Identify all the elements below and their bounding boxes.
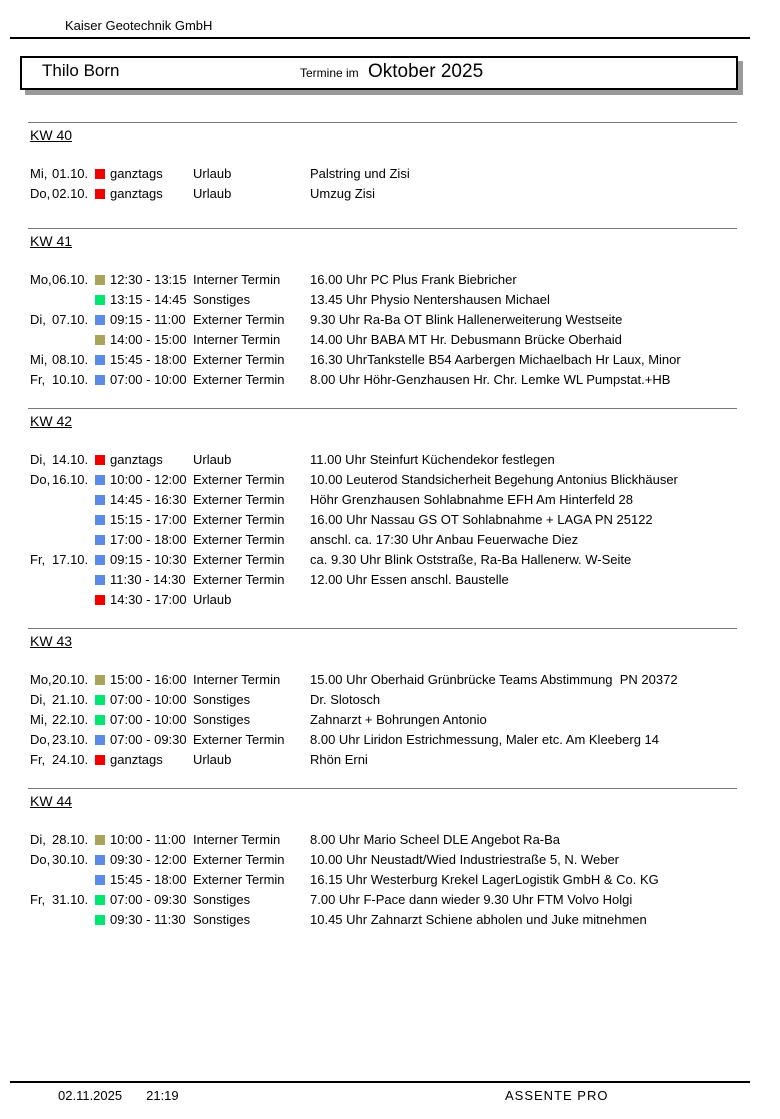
appointment-description: 9.30 Uhr Ra-Ba OT Blink Hallenerweiterung Westseite <box>310 312 623 327</box>
appointment-row <box>0 690 780 710</box>
week-rows <box>0 450 780 610</box>
category-color-swatch <box>95 275 105 285</box>
appointment-category: Sonstiges <box>193 692 251 707</box>
category-color-swatch <box>95 595 105 605</box>
appointment-description: 16.15 Uhr Westerburg Krekel LagerLogistik GmbH & Co. KG <box>310 872 659 887</box>
appointment-date: 22.10. <box>52 712 89 727</box>
appointment-row <box>0 490 780 510</box>
appointment-time: 15:45 - 18:00 <box>110 352 187 367</box>
appointment-category: Urlaub <box>193 166 232 181</box>
appointment-row <box>0 570 780 590</box>
appointment-row <box>0 870 780 890</box>
appointment-description: Umzug Zisi <box>310 186 376 201</box>
week-divider-line <box>28 628 737 629</box>
category-color-swatch <box>95 355 105 365</box>
week-label: KW 42 <box>30 413 73 429</box>
appointment-day: Fr, <box>30 892 46 907</box>
appointment-time: 12:30 - 13:15 <box>110 272 187 287</box>
appointment-row <box>0 370 780 390</box>
category-color-swatch <box>95 895 105 905</box>
appointment-day: Fr, <box>30 372 46 387</box>
week-rows <box>0 670 780 770</box>
appointment-description: 16.00 Uhr PC Plus Frank Biebricher <box>310 272 517 287</box>
appointment-row <box>0 670 780 690</box>
appointment-date: 24.10. <box>52 752 89 767</box>
appointment-day: Do, <box>30 472 51 487</box>
appointment-description: 16.00 Uhr Nassau GS OT Sohlabnahme + LAGA PN 25122 <box>310 512 653 527</box>
appointment-category: Externer Termin <box>193 572 285 587</box>
appointment-description: 10.00 Leuterod Standsicherheit Begehung Antonius Blickhäuser <box>310 472 678 487</box>
appointment-time: 17:00 - 18:00 <box>110 532 187 547</box>
appointment-category: Externer Termin <box>193 312 285 327</box>
appointment-row <box>0 184 780 204</box>
appointment-day: Mi, <box>30 166 48 181</box>
appointment-date: 28.10. <box>52 832 89 847</box>
appointment-category: Interner Termin <box>193 332 281 347</box>
appointment-day: Mi, <box>30 712 48 727</box>
category-color-swatch <box>95 915 105 925</box>
appointment-day: Mo, <box>30 672 52 687</box>
appointment-time: 07:00 - 10:00 <box>110 372 187 387</box>
week-rows <box>0 270 780 390</box>
appointment-day: Mo, <box>30 272 52 287</box>
appointment-description: 13.45 Uhr Physio Nentershausen Michael <box>310 292 550 307</box>
week-label: KW 44 <box>30 793 73 809</box>
appointment-row <box>0 830 780 850</box>
week-divider-line <box>28 122 737 123</box>
category-color-swatch <box>95 295 105 305</box>
appointment-time: 09:30 - 11:30 <box>110 912 186 927</box>
appointment-date: 08.10. <box>52 352 89 367</box>
appointment-time: ganztags <box>110 452 163 467</box>
category-color-swatch <box>95 835 105 845</box>
appointment-day: Fr, <box>30 752 46 767</box>
appointment-category: Sonstiges <box>193 892 251 907</box>
appointment-row <box>0 750 780 770</box>
appointment-description: anschl. ca. 17:30 Uhr Anbau Feuerwache Diez <box>310 532 579 547</box>
appointment-time: 14:45 - 16:30 <box>110 492 187 507</box>
category-color-swatch <box>95 455 105 465</box>
appointment-time: 14:00 - 15:00 <box>110 332 187 347</box>
appointment-description: ca. 9.30 Uhr Blink Oststraße, Ra-Ba Hallenerw. W-Seite <box>310 552 632 567</box>
appointment-time: 14:30 - 17:00 <box>110 592 187 607</box>
appointment-row <box>0 350 780 370</box>
category-color-swatch <box>95 335 105 345</box>
appointment-row <box>0 710 780 730</box>
appointment-row <box>0 510 780 530</box>
appointment-description: 8.00 Uhr Höhr-Genzhausen Hr. Chr. Lemke WL Pumpstat.+HB <box>310 372 671 387</box>
appointment-day: Mi, <box>30 352 48 367</box>
appointment-row <box>0 470 780 490</box>
appointment-category: Externer Termin <box>193 472 285 487</box>
appointment-description: Höhr Grenzhausen Sohlabnahme EFH Am Hinterfeld 28 <box>310 492 634 507</box>
appointment-category: Externer Termin <box>193 512 285 527</box>
appointment-description: Palstring und Zisi <box>310 166 410 181</box>
appointment-category: Urlaub <box>193 592 232 607</box>
appointment-date: 10.10. <box>52 372 89 387</box>
appointment-row <box>0 730 780 750</box>
appointment-category: Sonstiges <box>193 712 251 727</box>
category-color-swatch <box>95 875 105 885</box>
week-label: KW 40 <box>30 127 73 143</box>
appointment-date: 31.10. <box>52 892 89 907</box>
appointment-time: 07:00 - 10:00 <box>110 712 187 727</box>
appointment-category: Interner Termin <box>193 672 281 687</box>
appointment-day: Di, <box>30 452 46 467</box>
appointment-row <box>0 290 780 310</box>
appointment-time: 15:15 - 17:00 <box>110 512 187 527</box>
appointment-row <box>0 910 780 930</box>
appointment-description: 12.00 Uhr Essen anschl. Baustelle <box>310 572 509 587</box>
appointment-category: Sonstiges <box>193 292 251 307</box>
appointment-description: 8.00 Uhr Mario Scheel DLE Angebot Ra-Ba <box>310 832 561 847</box>
appointment-description: 10.00 Uhr Neustadt/Wied Industriestraße 5, N. Weber <box>310 852 620 867</box>
appointment-time: 10:00 - 11:00 <box>110 832 186 847</box>
appointment-date: 16.10. <box>52 472 89 487</box>
appointment-day: Do, <box>30 186 51 201</box>
appointment-category: Interner Termin <box>193 832 281 847</box>
appointment-date: 23.10. <box>52 732 89 747</box>
footer-print-date: 02.11.2025 <box>58 1088 123 1103</box>
appointment-row <box>0 164 780 184</box>
appointment-day: Di, <box>30 312 46 327</box>
appointment-category: Urlaub <box>193 752 232 767</box>
category-color-swatch <box>95 695 105 705</box>
appointment-date: 30.10. <box>52 852 89 867</box>
appointment-row <box>0 330 780 350</box>
appointment-row <box>0 590 780 610</box>
appointment-day: Di, <box>30 692 46 707</box>
category-color-swatch <box>95 735 105 745</box>
person-name: Thilo Born <box>42 61 120 80</box>
week-label: KW 43 <box>30 633 73 649</box>
appointment-day: Do, <box>30 852 51 867</box>
company-name: Kaiser Geotechnik GmbH <box>65 18 213 33</box>
appointment-time: ganztags <box>110 186 163 201</box>
week-divider-line <box>28 408 737 409</box>
category-color-swatch <box>95 475 105 485</box>
appointment-row <box>0 890 780 910</box>
category-color-swatch <box>95 315 105 325</box>
appointment-date: 02.10. <box>52 186 89 201</box>
appointment-time: 13:15 - 14:45 <box>110 292 187 307</box>
appointment-date: 14.10. <box>52 452 89 467</box>
week-rows <box>0 164 780 204</box>
appointment-day: Do, <box>30 732 51 747</box>
category-color-swatch <box>95 575 105 585</box>
category-color-swatch <box>95 535 105 545</box>
report-title-month: Oktober 2025 <box>368 61 484 82</box>
appointment-time: 07:00 - 10:00 <box>110 692 187 707</box>
appointment-time: ganztags <box>110 752 163 767</box>
appointment-category: Externer Termin <box>193 852 285 867</box>
appointment-row <box>0 850 780 870</box>
appointment-date: 20.10. <box>52 672 89 687</box>
appointment-category: Externer Termin <box>193 552 285 567</box>
report-title-prefix: Termine im <box>300 66 359 80</box>
week-divider-line <box>28 788 737 789</box>
appointment-date: 06.10. <box>52 272 89 287</box>
category-color-swatch <box>95 495 105 505</box>
appointment-description: 10.45 Uhr Zahnarzt Schiene abholen und Juke mitnehmen <box>310 912 647 927</box>
appointment-time: 09:30 - 12:00 <box>110 852 187 867</box>
appointment-time: 07:00 - 09:30 <box>110 892 187 907</box>
appointment-description: Rhön Erni <box>310 752 368 767</box>
appointment-category: Externer Termin <box>193 532 285 547</box>
appointment-row <box>0 450 780 470</box>
category-color-swatch <box>95 189 105 199</box>
footer-print-datetime <box>58 1088 179 1103</box>
appointment-description: 14.00 Uhr BABA MT Hr. Debusmann Brücke Oberhaid <box>310 332 622 347</box>
appointment-date: 17.10. <box>52 552 89 567</box>
footer-app-name: ASSENTE PRO <box>505 1088 609 1103</box>
week-label: KW 41 <box>30 233 73 249</box>
appointment-category: Externer Termin <box>193 872 285 887</box>
category-color-swatch <box>95 715 105 725</box>
category-color-swatch <box>95 755 105 765</box>
appointment-row <box>0 270 780 290</box>
appointment-category: Externer Termin <box>193 732 285 747</box>
category-color-swatch <box>95 555 105 565</box>
appointment-description: 7.00 Uhr F-Pace dann wieder 9.30 Uhr FTM Volvo Holgi <box>310 892 633 907</box>
appointment-category: Externer Termin <box>193 492 285 507</box>
category-color-swatch <box>95 675 105 685</box>
appointment-time: 09:15 - 11:00 <box>110 312 186 327</box>
appointment-description: 15.00 Uhr Oberhaid Grünbrücke Teams Abstimmung PN 20372 <box>310 672 678 687</box>
appointment-time: 10:00 - 12:00 <box>110 472 187 487</box>
appointment-time: 11:30 - 14:30 <box>110 572 186 587</box>
appointment-day: Di, <box>30 832 46 847</box>
week-divider-line <box>28 228 737 229</box>
category-color-swatch <box>95 169 105 179</box>
footer-print-time: 21:19 <box>146 1088 179 1103</box>
appointment-category: Sonstiges <box>193 912 251 927</box>
appointment-time: 09:15 - 10:30 <box>110 552 187 567</box>
category-color-swatch <box>95 375 105 385</box>
appointment-row <box>0 310 780 330</box>
appointment-category: Urlaub <box>193 452 232 467</box>
appointment-description: 11.00 Uhr Steinfurt Küchendekor festlegen <box>310 452 555 467</box>
appointment-day: Fr, <box>30 552 46 567</box>
appointment-time: ganztags <box>110 166 163 181</box>
appointment-date: 01.10. <box>52 166 89 181</box>
appointment-row <box>0 530 780 550</box>
appointment-time: 07:00 - 09:30 <box>110 732 187 747</box>
appointment-category: Externer Termin <box>193 352 285 367</box>
category-color-swatch <box>95 515 105 525</box>
week-rows <box>0 830 780 930</box>
category-color-swatch <box>95 855 105 865</box>
appointment-date: 07.10. <box>52 312 89 327</box>
appointment-description: 8.00 Uhr Liridon Estrichmessung, Maler etc. Am Kleeberg 14 <box>310 732 660 747</box>
appointment-description: Dr. Slotosch <box>310 692 381 707</box>
footer-rule <box>10 1081 750 1083</box>
appointment-time: 15:45 - 18:00 <box>110 872 187 887</box>
appointment-category: Externer Termin <box>193 372 285 387</box>
appointment-date: 21.10. <box>52 692 89 707</box>
appointment-row <box>0 550 780 570</box>
appointment-category: Interner Termin <box>193 272 281 287</box>
appointment-category: Urlaub <box>193 186 232 201</box>
appointment-description: Zahnarzt + Bohrungen Antonio <box>310 712 487 727</box>
appointment-description: 16.30 UhrTankstelle B54 Aarbergen Michaelbach Hr Laux, Minor <box>310 352 681 367</box>
appointment-time: 15:00 - 16:00 <box>110 672 187 687</box>
